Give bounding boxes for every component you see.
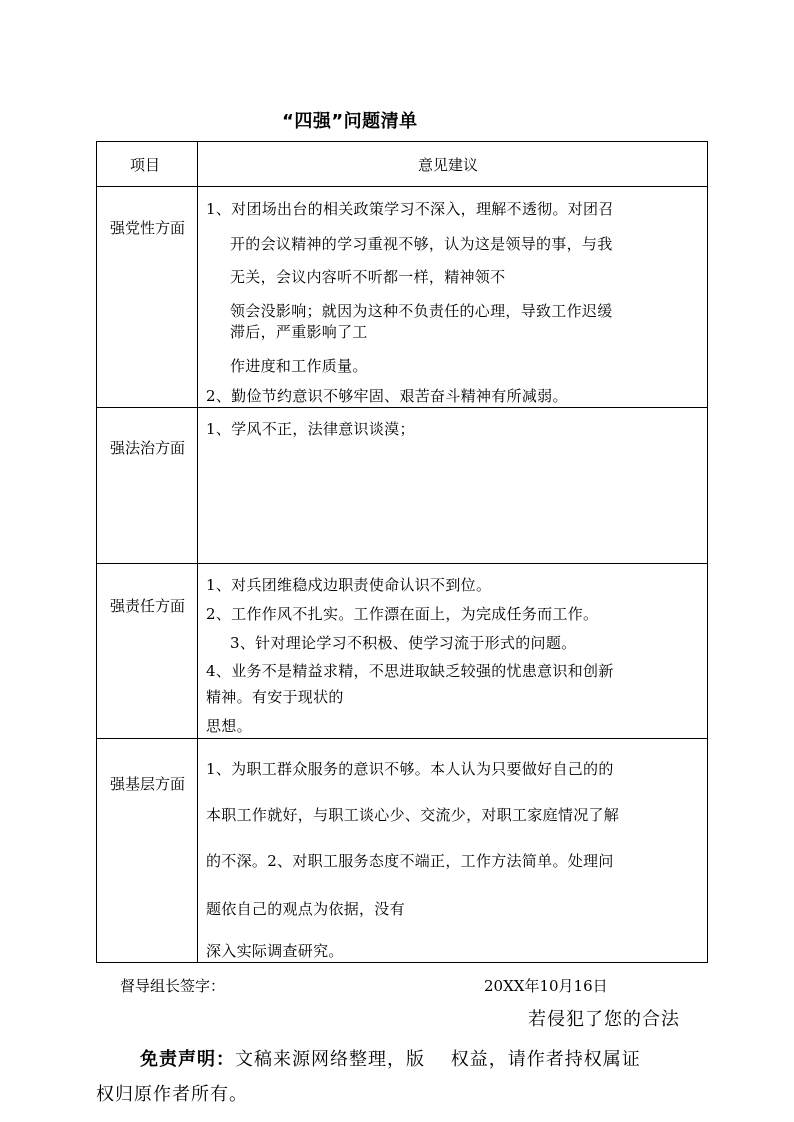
row-divider-1 xyxy=(96,407,708,408)
row3-line-6: 思想。 xyxy=(206,717,252,735)
signature-label: 督导组长签字： xyxy=(120,977,226,995)
row1-line-7: 2、勤俭节约意识不够牢固、艰苦奋斗精神有所减弱。 xyxy=(206,387,568,405)
table-border-right xyxy=(707,141,708,963)
disclaimer-text: 文稿来源网络整理，版 权益，请作者持权属证 xyxy=(235,1049,641,1070)
row3-line-3: 3、针对理论学习不积极、使学习流于形式的问题。 xyxy=(230,634,577,652)
row1-line-5: 滞后，严重影响了工 xyxy=(230,323,368,341)
row3-line-1: 1、对兵团维稳戍边职责使命认识不到位。 xyxy=(206,576,492,594)
row4-line-4: 题依自己的观点为依据，没有 xyxy=(206,900,405,918)
row3-line-2: 2、工作作风不扎实。工作漂在面上，为完成任务而工作。 xyxy=(206,605,599,623)
header-suggestion: 意见建议 xyxy=(418,156,479,174)
row4-line-5: 深入实际调查研究。 xyxy=(206,942,344,960)
row3-line-4: 4、业务不是精益求精，不思进取缺乏较强的忧患意识和创新 xyxy=(206,662,614,680)
row1-line-6: 作进度和工作质量。 xyxy=(230,357,368,375)
row1-line-4: 领会没影响；就因为这种不负责任的心理，导致工作迟缓 xyxy=(230,302,613,320)
table-border-top xyxy=(96,141,708,142)
disclaimer-label: 免责声明： xyxy=(140,1049,235,1070)
header-item: 项目 xyxy=(130,156,161,174)
category-responsibility: 强责任方面 xyxy=(110,597,186,615)
row1-line-2: 开的会议精神的学习重视不够，认为这是领导的事，与我 xyxy=(230,235,613,253)
issue-table xyxy=(96,141,708,963)
row3-line-5: 精神。有安于现状的 xyxy=(206,688,344,706)
disclaimer-line xyxy=(140,1045,641,1071)
disclaimer-right-fragment: 若侵犯了您的合法 xyxy=(528,1009,680,1030)
category-party: 强党性方面 xyxy=(110,219,186,237)
table-border-bottom xyxy=(96,962,708,963)
table-border-left xyxy=(96,141,97,963)
column-divider xyxy=(197,141,198,963)
row1-line-3: 无关，会议内容听不听都一样，精神领不 xyxy=(230,268,506,286)
category-law: 强法治方面 xyxy=(110,439,186,457)
row-divider-3 xyxy=(96,738,708,739)
signature-date: 20XX年10月16日 xyxy=(484,977,608,995)
row1-line-1: 1、对团场出台的相关政策学习不深入，理解不透彻。对团召 xyxy=(206,200,614,218)
header-divider xyxy=(96,186,708,187)
row2-line-1: 1、学风不正，法律意识谈漠； xyxy=(206,420,415,438)
row4-line-3: 的不深。2、对职工服务态度不端正，工作方法简单。处理问 xyxy=(206,852,614,870)
disclaimer-last-line: 权归原作者所有。 xyxy=(96,1084,248,1105)
row4-line-1: 1、为职工群众服务的意识不够。本人认为只要做好自己的的 xyxy=(206,760,614,778)
page-title: “四强”问题清单 xyxy=(282,111,418,132)
row-divider-2 xyxy=(96,563,708,564)
category-grassroots: 强基层方面 xyxy=(110,775,186,793)
row4-line-2: 本职工作就好，与职工谈心少、交流少，对职工家庭情况了解 xyxy=(206,806,620,824)
